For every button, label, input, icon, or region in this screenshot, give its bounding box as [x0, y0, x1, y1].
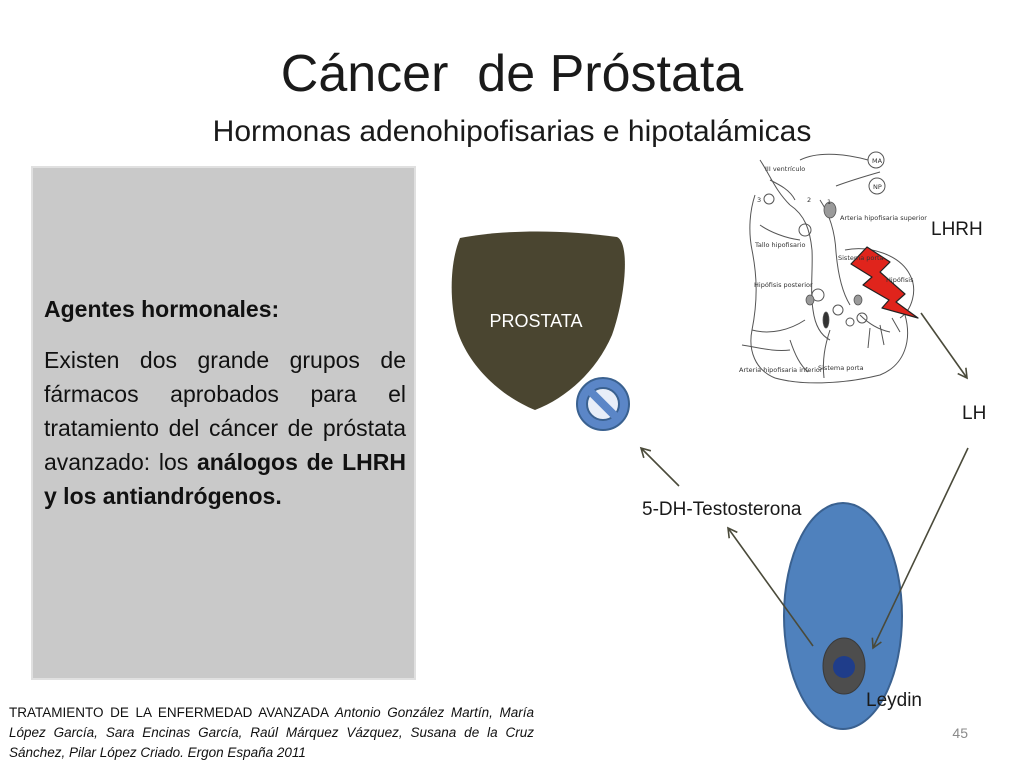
hypo-label-num-1: 1 — [827, 198, 832, 206]
textbox-body-bold: análogos de LHRH y los antiandrógenos. — [44, 449, 407, 509]
arrow-testosterone-to-prostate — [641, 448, 679, 486]
hypo-label-arteria-superior: Arteria hipofisaria superior — [840, 214, 927, 222]
slide-title: Cáncer de Próstata — [280, 45, 744, 103]
hypo-label-sistema-porta-2: Sistema porta — [818, 364, 864, 372]
hypo-label-ma: MA — [872, 157, 883, 165]
reference-italic: Antonio González Martín, María López García, Sara Encinas García, Raúl Márquez Vázquez, Susana de la Cruz Sánchez, Pilar López Criado. Ergon España 2011 — [9, 705, 534, 760]
prohibit-icon — [577, 378, 629, 430]
reference-plain: TRATAMIENTO DE LA ENFERMEDAD AVANZADA — [9, 705, 335, 720]
hypo-label-tallo: Tallo hipofisario — [755, 241, 806, 249]
reference-citation — [9, 703, 534, 763]
slide-subtitle: Hormonas adenohipofisarias e hipotalámicas — [212, 115, 812, 148]
arrow-lhrh-to-lh — [921, 313, 967, 378]
hypo-label-hipofisis-posterior: Hipófisis posterior — [754, 281, 813, 289]
page-number: 45 — [952, 725, 968, 741]
hypo-label-num-3: 3 — [757, 196, 762, 204]
testosterona-label: 5-DH-Testosterona — [642, 499, 802, 520]
hypo-label-iii-ventriculo: III ventrículo — [765, 165, 806, 173]
hypo-label-arteria-inferior: Arteria hipofisaria inferior — [739, 366, 823, 374]
hypo-label-num-2: 2 — [807, 196, 812, 204]
textbox-heading: Agentes hormonales: — [44, 296, 280, 322]
hypo-label-np: NP — [873, 183, 882, 191]
hypo-label-hipofisis-anterior: Hipófisis — [886, 276, 914, 284]
leydin-label: Leydin — [866, 690, 922, 711]
lh-label: LH — [962, 403, 987, 424]
hypo-label-sistema-porta-1: Sistema porta — [838, 254, 884, 262]
prostata-label: PROSTATA — [489, 311, 583, 331]
hypophysis-illustration — [742, 152, 914, 383]
lhrh-label: LHRH — [931, 219, 983, 240]
textbox-body-text: Existen dos grande grupos de fármacos aprobados para el tratamiento del cáncer de próstata avanzado: los — [44, 347, 406, 475]
